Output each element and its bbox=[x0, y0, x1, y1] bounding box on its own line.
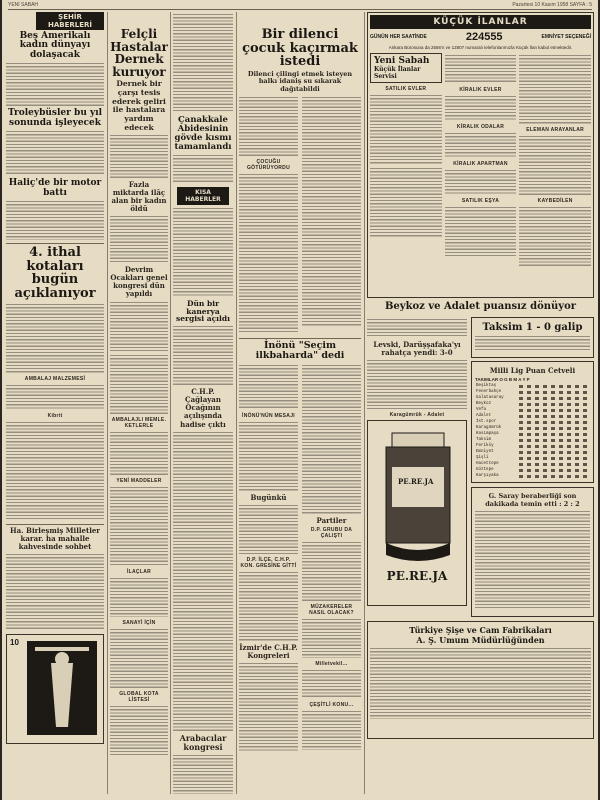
article-text bbox=[110, 486, 168, 566]
subhead-karagumruk: Karagümrük - Adalet bbox=[389, 411, 445, 418]
league-team: Şişli bbox=[476, 456, 489, 461]
league-team: Karagümrük bbox=[476, 426, 502, 431]
headline-fazla: Fazla miktarda ilâç alan bir kadın öldü bbox=[111, 180, 167, 214]
subhead-sanayi: SANAYİ İÇİN bbox=[122, 619, 156, 626]
subhead-global: GLOBAL KOTA LİSTESİ bbox=[119, 690, 159, 703]
article-text bbox=[239, 421, 298, 491]
article-text bbox=[445, 95, 517, 121]
taksim-box bbox=[471, 317, 594, 359]
cat-satilik-esya: SATILIK EŞYA bbox=[461, 198, 500, 204]
subhead-dilenci: Dilenci çilingi etmek isteyen halkı idaniş su sıkarak dağıtabildi bbox=[247, 69, 353, 93]
article-text bbox=[6, 62, 104, 106]
article-text bbox=[239, 173, 298, 333]
perla-bottle-label: PE.RE.JA bbox=[398, 476, 434, 486]
article-text bbox=[445, 206, 517, 256]
subhead-milletvekil: Milletvekil... bbox=[315, 661, 348, 668]
article-text bbox=[302, 364, 361, 514]
article-text bbox=[370, 167, 442, 237]
milli-lig-box bbox=[471, 361, 594, 483]
subhead-ambalajli: AMBALAJLI MEMLE. KETLERLE bbox=[111, 416, 167, 429]
subhead-levski: Levski, Darüşşafaka'yı rahatça yendi: 3-0 bbox=[373, 339, 461, 357]
article-text bbox=[302, 618, 361, 658]
column-2 bbox=[110, 12, 168, 796]
article-text bbox=[302, 96, 361, 326]
subhead-cesitli: ÇEŞİTLİ KONU... bbox=[309, 702, 354, 709]
league-team: İst.spor bbox=[476, 420, 497, 425]
league-team: Feriköy bbox=[476, 444, 494, 449]
article-text bbox=[173, 13, 233, 113]
league-team: Karşıyaka bbox=[476, 474, 499, 479]
subhead-partiler: Partiler bbox=[316, 516, 347, 526]
headline-izmir: İzmir'de C.H.P. Kongreleri bbox=[239, 643, 298, 661]
article-text bbox=[110, 431, 168, 475]
article-text bbox=[445, 132, 517, 158]
kucuk-ilanlar-title: KÜÇÜK İLANLAR bbox=[370, 15, 591, 29]
emniyet-label: EMNİYET SEÇENEĞİ bbox=[541, 34, 591, 40]
taksim-score: Taksim 1 - 0 galip bbox=[482, 321, 583, 333]
article-text bbox=[445, 169, 517, 195]
league-stats bbox=[518, 473, 590, 479]
article-text bbox=[302, 541, 361, 601]
article-text bbox=[519, 135, 591, 195]
headline-beykoz: Beykoz ve Adalet puansız dönüyor bbox=[384, 301, 577, 312]
column-5 bbox=[367, 12, 594, 796]
divider bbox=[6, 524, 104, 525]
sise-cam-ad bbox=[367, 621, 594, 739]
subhead-coguc: ÇOCUĞU GÖTÜRÜYORDU bbox=[246, 159, 291, 172]
league-team: Fenerbahçe bbox=[476, 390, 502, 395]
servisi-label: Küçük İlanlar Servisi bbox=[374, 66, 421, 80]
headline-canakkale: Çanakkale Abidesinin gövde kısmı tamamlandı bbox=[174, 115, 232, 152]
header-left: YENİ SABAH bbox=[8, 2, 39, 8]
subhead-dp-grubu: D.P. GRUBU DA ÇALIŞTI bbox=[310, 527, 353, 540]
headline-troleybus: Troleybüsler bu yıl sonunda işleyecek bbox=[7, 108, 103, 128]
league-row bbox=[475, 473, 590, 479]
article-text bbox=[519, 206, 591, 266]
article-text bbox=[6, 421, 104, 521]
ad-number: 10 bbox=[10, 637, 19, 647]
article-text bbox=[239, 662, 298, 752]
article-text bbox=[110, 354, 168, 414]
subhead-felcli: Dernek bir çarşı tesis ederek geliri ile hastalara yardım edecek bbox=[112, 79, 166, 132]
article-text bbox=[445, 54, 517, 84]
milli-lig-title: Milli Lig Puan Cetveli bbox=[489, 366, 576, 375]
ilan-text: Ankara Bürosuna da 2566'n ve 12807 numaralı telefonlarımızla Küçük İlan kabul etmektedir. bbox=[388, 45, 573, 50]
gunun-label: GÜNÜN HER SAATİNDE bbox=[370, 34, 427, 40]
league-team: Hacettepe bbox=[476, 462, 499, 467]
headline-dilenci: Bir dilenci çocuk kaçırmak istedi bbox=[242, 27, 358, 70]
subhead-ilaclar: İLAÇLAR bbox=[126, 568, 152, 575]
article-text bbox=[6, 130, 104, 176]
sise-heading-1: Türkiye Şişe ve Cam Fabrikaları bbox=[409, 624, 552, 635]
subhead-dp-ilce: D.P. İLÇE, C.H.P. KON. GRESİNE GİTTİ bbox=[240, 557, 297, 570]
divider bbox=[6, 243, 104, 244]
league-team: Emniyet bbox=[476, 450, 494, 455]
yeni-sabah-logo: Yeni Sabah bbox=[374, 56, 430, 66]
headline-chp: C.H.P. Çağlayan Ocağının açılışında hadise çıktı bbox=[180, 387, 226, 429]
column-4 bbox=[239, 12, 361, 796]
headline-devrim: Devrim Ocakları genel kongresi dün yapıldı bbox=[110, 265, 168, 299]
column-rule bbox=[364, 12, 365, 794]
yeni-sabah-box bbox=[370, 53, 442, 83]
advertisement bbox=[6, 634, 104, 744]
kisa-haberler-label: KISA HABERLER bbox=[177, 187, 229, 205]
article-text bbox=[110, 301, 168, 351]
article-text bbox=[367, 359, 467, 409]
phone-number: 224555 bbox=[465, 31, 503, 43]
cat-kiralik-evler: KİRALIK EVLER bbox=[459, 87, 502, 93]
league-team: Taksim bbox=[476, 438, 492, 443]
league-team: Galatasaray bbox=[476, 396, 504, 401]
league-team: Adalet bbox=[476, 414, 492, 419]
league-team: Beykoz bbox=[476, 402, 492, 407]
article-text bbox=[367, 318, 467, 338]
league-team: Beşiktaş bbox=[476, 384, 497, 389]
article-text bbox=[173, 754, 233, 794]
ad-illustration-icon bbox=[27, 641, 97, 735]
article-text bbox=[6, 553, 104, 631]
headline-ithal: 4. ithal kotaları bugün açıklanıyor bbox=[14, 245, 96, 301]
article-text bbox=[173, 207, 233, 297]
headline-arabacilar: Arabacılar kongresi bbox=[179, 732, 227, 752]
article-text bbox=[110, 628, 168, 688]
column-rule bbox=[170, 12, 171, 794]
subhead-ambalaj: AMBALAJ MALZEMESİ bbox=[24, 375, 86, 382]
ad-dark-block bbox=[27, 641, 97, 735]
sise-heading-2: A. Ş. Umum Müdürlüğünden bbox=[416, 635, 545, 646]
article-text bbox=[370, 647, 591, 719]
headline-gsaray: G. Saray beraberliği son dakikada temin etti : 2 : 2 bbox=[485, 492, 580, 508]
article-text bbox=[110, 134, 168, 178]
league-team: Göztepe bbox=[476, 468, 494, 473]
subhead-inonu-mesaji: İNÖNÜ'NÜN MESAJI bbox=[242, 413, 295, 420]
column-3 bbox=[173, 12, 233, 796]
article-text bbox=[475, 510, 590, 610]
cat-eleman-arayanlar: ELEMAN ARAYANLAR bbox=[526, 127, 585, 133]
perla-brand: PE.RE.JA bbox=[386, 568, 448, 583]
subhead-kibrit: Kibrit bbox=[47, 412, 63, 419]
kucuk-ilanlar-box bbox=[367, 12, 594, 298]
column-1 bbox=[6, 12, 104, 796]
article-text bbox=[6, 200, 104, 240]
subhead-muzakereler: MÜZAKERELER NASIL OLACAK? bbox=[309, 604, 354, 617]
cat-kaybedilen: KAYBEDİLEN bbox=[537, 198, 573, 204]
gsaray-box bbox=[471, 487, 594, 617]
column-rule bbox=[236, 12, 237, 794]
cat-kiralik-apartman: KİRALIK APARTMAN bbox=[453, 161, 508, 167]
article-text bbox=[110, 215, 168, 263]
article-text bbox=[6, 384, 104, 410]
headline-amerikali: Beş Amerikalı kadın dünyayı dolaşacak bbox=[19, 31, 91, 60]
cat-kiralik-odalar: KİRALIK ODALAR bbox=[456, 124, 505, 130]
headline-halic: Haliç'de bir motor battı bbox=[8, 178, 102, 198]
article-text bbox=[173, 154, 233, 184]
subhead-bugunkul: Bugünkü bbox=[250, 493, 287, 503]
header-right: Pazartesi 10 Kasım 1958 SAYFA : 5 bbox=[512, 2, 592, 8]
perla-ad bbox=[367, 420, 467, 606]
league-team: Kasımpaşa bbox=[476, 432, 499, 437]
milli-lig-header: TAKIMLAR O G B M A Y P bbox=[475, 377, 530, 383]
headline-inonu: İnönü "Seçim ilkbaharda" dedi bbox=[255, 340, 345, 362]
headline-kanerya: Dün bir kanerya sergisi açıldı bbox=[176, 298, 230, 324]
article-text bbox=[519, 54, 591, 124]
milli-lig-table bbox=[475, 383, 590, 479]
article-text bbox=[370, 94, 442, 164]
subhead-yeni: YENİ MADDELER bbox=[116, 477, 162, 484]
article-text bbox=[173, 325, 233, 385]
article-text bbox=[302, 710, 361, 750]
article-text bbox=[6, 303, 104, 373]
article-text bbox=[239, 504, 298, 554]
section-title: ŞEHİR HABERLERİ bbox=[36, 12, 104, 30]
subhead-milletler: Ha. Birleşmiş Milletler karar. ha mahalle kahvesinde sohbet bbox=[10, 525, 100, 551]
article-text bbox=[239, 364, 298, 410]
page-header bbox=[8, 2, 592, 10]
article-text bbox=[110, 705, 168, 757]
column-rule bbox=[107, 12, 108, 794]
article-text bbox=[475, 335, 590, 351]
headline-felcli: Felçli Hastalar Dernek kuruyor bbox=[110, 27, 168, 79]
article-text bbox=[239, 96, 298, 156]
article-text bbox=[239, 571, 298, 641]
article-text bbox=[302, 669, 361, 699]
article-text bbox=[110, 577, 168, 617]
newspaper-page bbox=[2, 0, 598, 800]
cat-satilik-evler: SATILIK EVLER bbox=[385, 86, 427, 92]
league-team: Vefa bbox=[476, 408, 487, 413]
article-text bbox=[173, 431, 233, 731]
